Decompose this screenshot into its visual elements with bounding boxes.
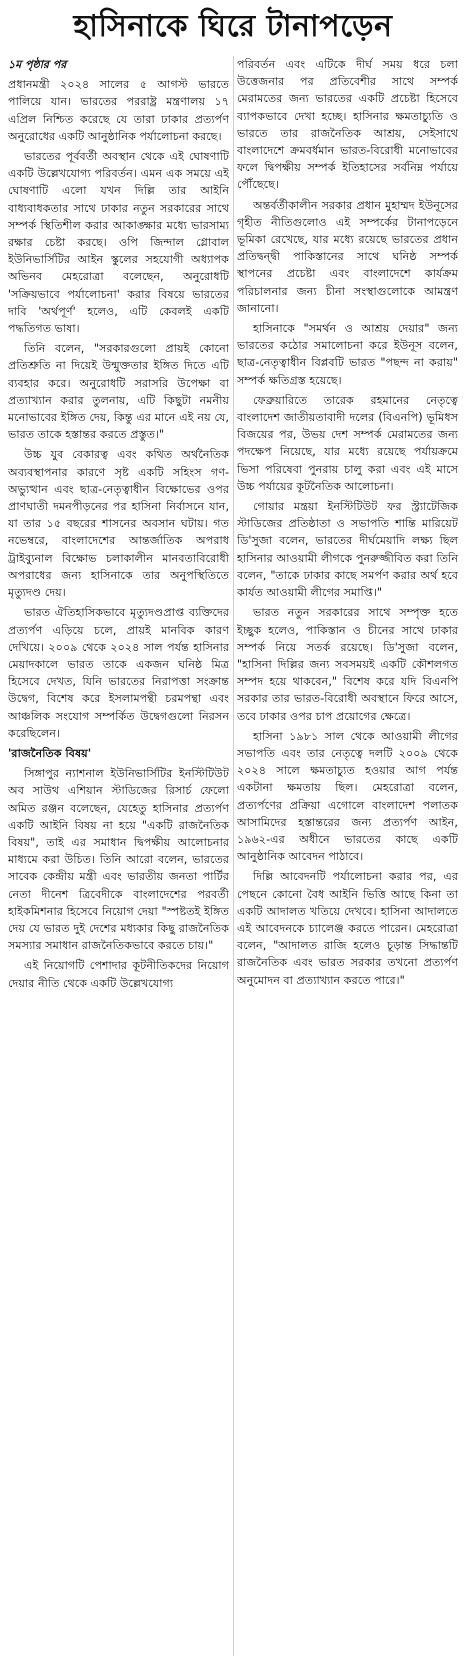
continued-from-label: ১ম পৃষ্ঠার পর bbox=[8, 58, 67, 71]
paragraph: ভারত নতুন সরকারের সাথে সম্পৃক্ত হতে ইচ্ছুক হলেও, পাকিস্তান ও চীনের সাথে ঢাকার সম্পর্ক নিয়ে সতর্ক রয়েছে। ডি'সুজা বলেন, "হাসিনা দিল্লির জন্য সবসময়ই একটি কৌশলগত সম্পদ হয়ে থাকবেন," বিশেষ করে যদি বিএনপি সরকার তার ভারত-বিরোধী অবস্থানে ফিরে আসে, তবে ঢাকার ওপর চাপ প্রয়োগের ক্ষেত্রে। bbox=[237, 606, 458, 723]
paragraph: প্রধানমন্ত্রী ২০২৪ সালের ৫ আগস্ট ভারতে পালিয়ে যান। ভারতের পররাষ্ট্র মন্ত্রণালয় ১৭ এপ্রিল নিশ্চিত করেছে যে তারা ঢাকার প্রত্যর্পণ অনুরোধের একটি আনুষ্ঠানিক পর্যালোচনা করছে। bbox=[8, 78, 229, 143]
paragraph: ভারত ঐতিহাসিকভাবে মৃত্যুদণ্ডপ্রাপ্ত ব্যক্তিদের প্রত্যর্পণ এড়িয়ে চলে, প্রায়ই মানবিক কারণ দেখিয়ে। ২০০৯ থেকে ২০২৪ সাল পর্যন্ত হাসিনার মেয়াদকালে ভারত তাকে একজন ঘনিষ্ঠ মিত্র হিসেবে দেখত, যিনি ভারতের নিরাপত্তা সংক্রান্ত উদ্বেগ, বিশেষ করে ইসলামপন্থী চরমপন্থা এবং আঞ্চলিক সংযোগ সম্পর্কিত উদ্বেগগুলো নিরসন করেছিলেন। bbox=[8, 606, 229, 740]
paragraph: ফেব্রুয়ারিতে তারেক রহমানের নেতৃত্বে বাংলাদেশ জাতীয়তাবাদী দলের (বিএনপি) ভূমিধস বিজয়ের পর, উভয় দেশ সম্পর্ক মেরামতের জন্য পদক্ষেপ নিয়েছে, যার মধ্যে রয়েছে পর্যায়ক্রমে ভিসা পরিষেবা পুনরায় চালু করা এবং এই মাসে উচ্চ পর্যায়ের কূটনৈতিক আলোচনা। bbox=[237, 393, 458, 493]
paragraph: পরিবর্তন এবং এটিকে দীর্ঘ সময় ধরে চলা উত্তেজনার পর প্রতিবেশীর সাথে সম্পর্ক মেরামতের জন্য ভারতের একটি প্রচেষ্টা হিসেবে ব্যাপকভাবে দেখা হচ্ছে। হাসিনার ক্ষমতাচ্যুতি ও ভারতে তার রাজনৈতিক আশ্রয়, সেইসাথে বাংলাদেশে ক্রমবর্ধমান ভারত-বিরোধী মনোভাবের ফলে দ্বিপক্ষীয় সম্পর্ক ইতিহাসের সর্বনিম্ন পর্যায়ে পৌঁছেছে। bbox=[237, 58, 458, 192]
paragraph: হাসিনাকে "সমর্থন ও আশ্রয় দেয়ার" জন্য ভারতের কঠোর সমালোচনা করে ইউনূস বলেন, ছাত্র-নেতৃত্বাধীন বিপ্লবটি ভারত "পছন্দ না করায়" সম্পর্ক ক্ষতিগ্রস্ত হয়েছে। bbox=[237, 322, 458, 387]
paragraph bbox=[8, 56, 229, 73]
paragraph: হাসিনা ১৯৮১ সাল থেকে আওয়ামী লীগের সভাপতি এবং তার নেতৃত্বে দলটি ২০০৯ থেকে ২০২৪ সালে ক্ষমতাচ্যুত হওয়ার আগ পর্যন্ত একটানা ক্ষমতায় ছিল। মেহরোত্রা বলেন, প্রত্যর্পণের প্রক্রিয়া এগোলে বাংলাদেশ পলাতক আসামিদের হস্তান্তরের জন্য প্রত্যর্পণ আইন, ১৯৬২-এর অধীনে ভারতের কাছে একটি আনুষ্ঠানিক আবেদন পাঠাবে। bbox=[237, 729, 458, 864]
column-left bbox=[8, 56, 229, 1656]
paragraph: উচ্চ যুব বেকারত্ব এবং কথিত অর্থনৈতিক অব্যবস্থাপনার কারণে সৃষ্ট একটি সহিংস গণ-অভ্যুত্থান এবং ছাত্র-নেতৃত্বাধীন বিক্ষোভের ওপর প্রাণঘাতী দমনপীড়নের পর হাসিনা নির্বাসনে যান, যা তার ১৫ বছরের শাসনের অবসান ঘটায়। গত নভেম্বরে, বাংলাদেশের আন্তর্জাতিক অপরাধ ট্রাইব্যুনাল বিক্ষোভ চলাকালীন মানবতাবিরোধী অপরাধের জন্য হাসিনাকে তার অনুপস্থিতিতে মৃত্যুদণ্ড দেয়। bbox=[8, 448, 229, 600]
paragraph: এই নিয়োগটি পেশাদার কূটনীতিকদের নিয়োগ দেয়ার নীতি থেকে একটি উল্লেখযোগ্য bbox=[8, 959, 229, 990]
headline: হাসিনাকে ঘিরে টানাপড়েন bbox=[73, 9, 393, 44]
column-right bbox=[237, 56, 458, 1656]
subheading: 'রাজনৈতিক বিষয়' bbox=[8, 746, 92, 760]
paragraph: সিঙ্গাপুর ন্যাশনাল ইউনিভার্সিটির ইনস্টিটিউট অব সাউথ এশিয়ান স্টাডিজের রিসার্চ ফেলো অমিত রঞ্জন বলেছেন, যেহেতু হাসিনার প্রত্যর্পণ একটি আইনি বিষয় না হয়ে "একটি রাজনৈতিক বিষয়", তাই এর সমাধান দ্বিপক্ষীয় আলোচনার মাধ্যমে করা উচিত। তিনি আরো বলেন, ভারতের সাবেক কেন্দ্রীয় মন্ত্রী এবং ভারতীয় জনতা পার্টির নেতা দীনেশ ত্রিবেদীকে বাংলাদেশের পরবর্তী হাইকমিশনার হিসেবে নিয়োগ দেয়া "স্পষ্টতই ইঙ্গিত দেয় যে ভারত দুই দেশের মধ্যকার কিছু রাজনৈতিক সমস্যার সমাধান রাজনৈতিকভাবে করতে চায়।" bbox=[8, 767, 229, 953]
paragraph: ভারতের পূর্ববর্তী অবস্থান থেকে এই ঘোষণাটি একটি উল্লেখযোগ্য পরিবর্তন। এমন এক সময়ে এই ঘোষণাটি এলো যখন দিল্লি তার আইনি বাধ্যবাধকতার সাথে ঢাকার নতুন সরকারের সাথে সম্পর্ক স্থিতিশীল করার আকাঙ্ক্ষার মধ্যে ভারসাম্য রক্ষার চেষ্টা করছে। ওপি জিন্দাল গ্লোবাল ইউনিভার্সিটির আইন স্কুলের সহযোগী অধ্যাপক অভিনব মেহরোত্রা বলেছেন, অনুরোধটি 'সক্রিয়ভাবে পর্যালোচনা' করার বিষয়ে ভারতের দাবি 'অর্থপূর্ণ' হলেও, এটি কেবলই একটি পদ্ধতিগত ভাষা। bbox=[8, 150, 229, 336]
paragraph: দিল্লি আবেদনটি পর্যালোচনা করার পর, এর পেছনে কোনো বৈধ আইনি ভিত্তি আছে কিনা তা একটি আদালত খতিয়ে দেখবে। হাসিনা আদালতে এই আবেদনকে চ্যালেঞ্জ করতে পারেন। মেহরোত্রা বলেন, "আদালত রাজি হলেও চূড়ান্ত সিদ্ধান্তটি রাজনৈতিক এবং ভারত সরকার তখনো প্রত্যর্পণ অনুমোদন বা প্রত্যাখ্যান করতে পারে।" bbox=[237, 870, 458, 987]
paragraph: অন্তর্বর্তীকালীন সরকার প্রধান মুহাম্মদ ইউনূসের গৃহীত নীতিগুলোও এই সম্পর্কের টানাপড়েনে ভূমিকা রেখেছে, যার মধ্যে রয়েছে ভারতের প্রধান প্রতিদ্বন্দ্বী পাকিস্তানের সাথে ঘনিষ্ঠ সম্পর্ক স্থাপনের প্রচেষ্টা এবং বাংলাদেশে কার্যক্রম পরিচালনার জন্য চীনা সংস্থাগুলোকে আমন্ত্রণ জানানো। bbox=[237, 198, 458, 315]
column-divider bbox=[233, 56, 234, 1656]
paragraph: গোয়ার মন্ত্রয়া ইনস্টিটিউট ফর স্ট্র্যাটেজিক স্টাডিজের প্রতিষ্ঠাতা ও সভাপতি শান্তি মারিয়েট ডি'সুজা বলেন, ভারতের দীর্ঘমেয়াদি লক্ষ্য ছিল হাসিনার আওয়ামী লীগকে পুনরুজ্জীবিত করা তিনি বলেন, "তাকে ঢাকার কাছে সমর্পণ করার অর্থ হবে কার্যত আওয়ামী লীগের সমাপ্তি।" bbox=[237, 500, 458, 600]
paragraph: তিনি বলেন, "সরকারগুলো প্রায়ই কোনো প্রতিশ্রুতি না দিয়েই উন্মুক্ততার ইঙ্গিত দিতে এটি ব্যবহার করে। অনুরোধটি সরাসরি উপেক্ষা বা প্রত্যাখ্যান করার তুলনায়, এটি কিছুটা নমনীয় মনোভাবের ইঙ্গিত দেয়, কিন্তু এর মানে এই নয় যে, ভারত তাকে হস্তান্তর করতে প্রস্তুত।" bbox=[8, 342, 229, 442]
